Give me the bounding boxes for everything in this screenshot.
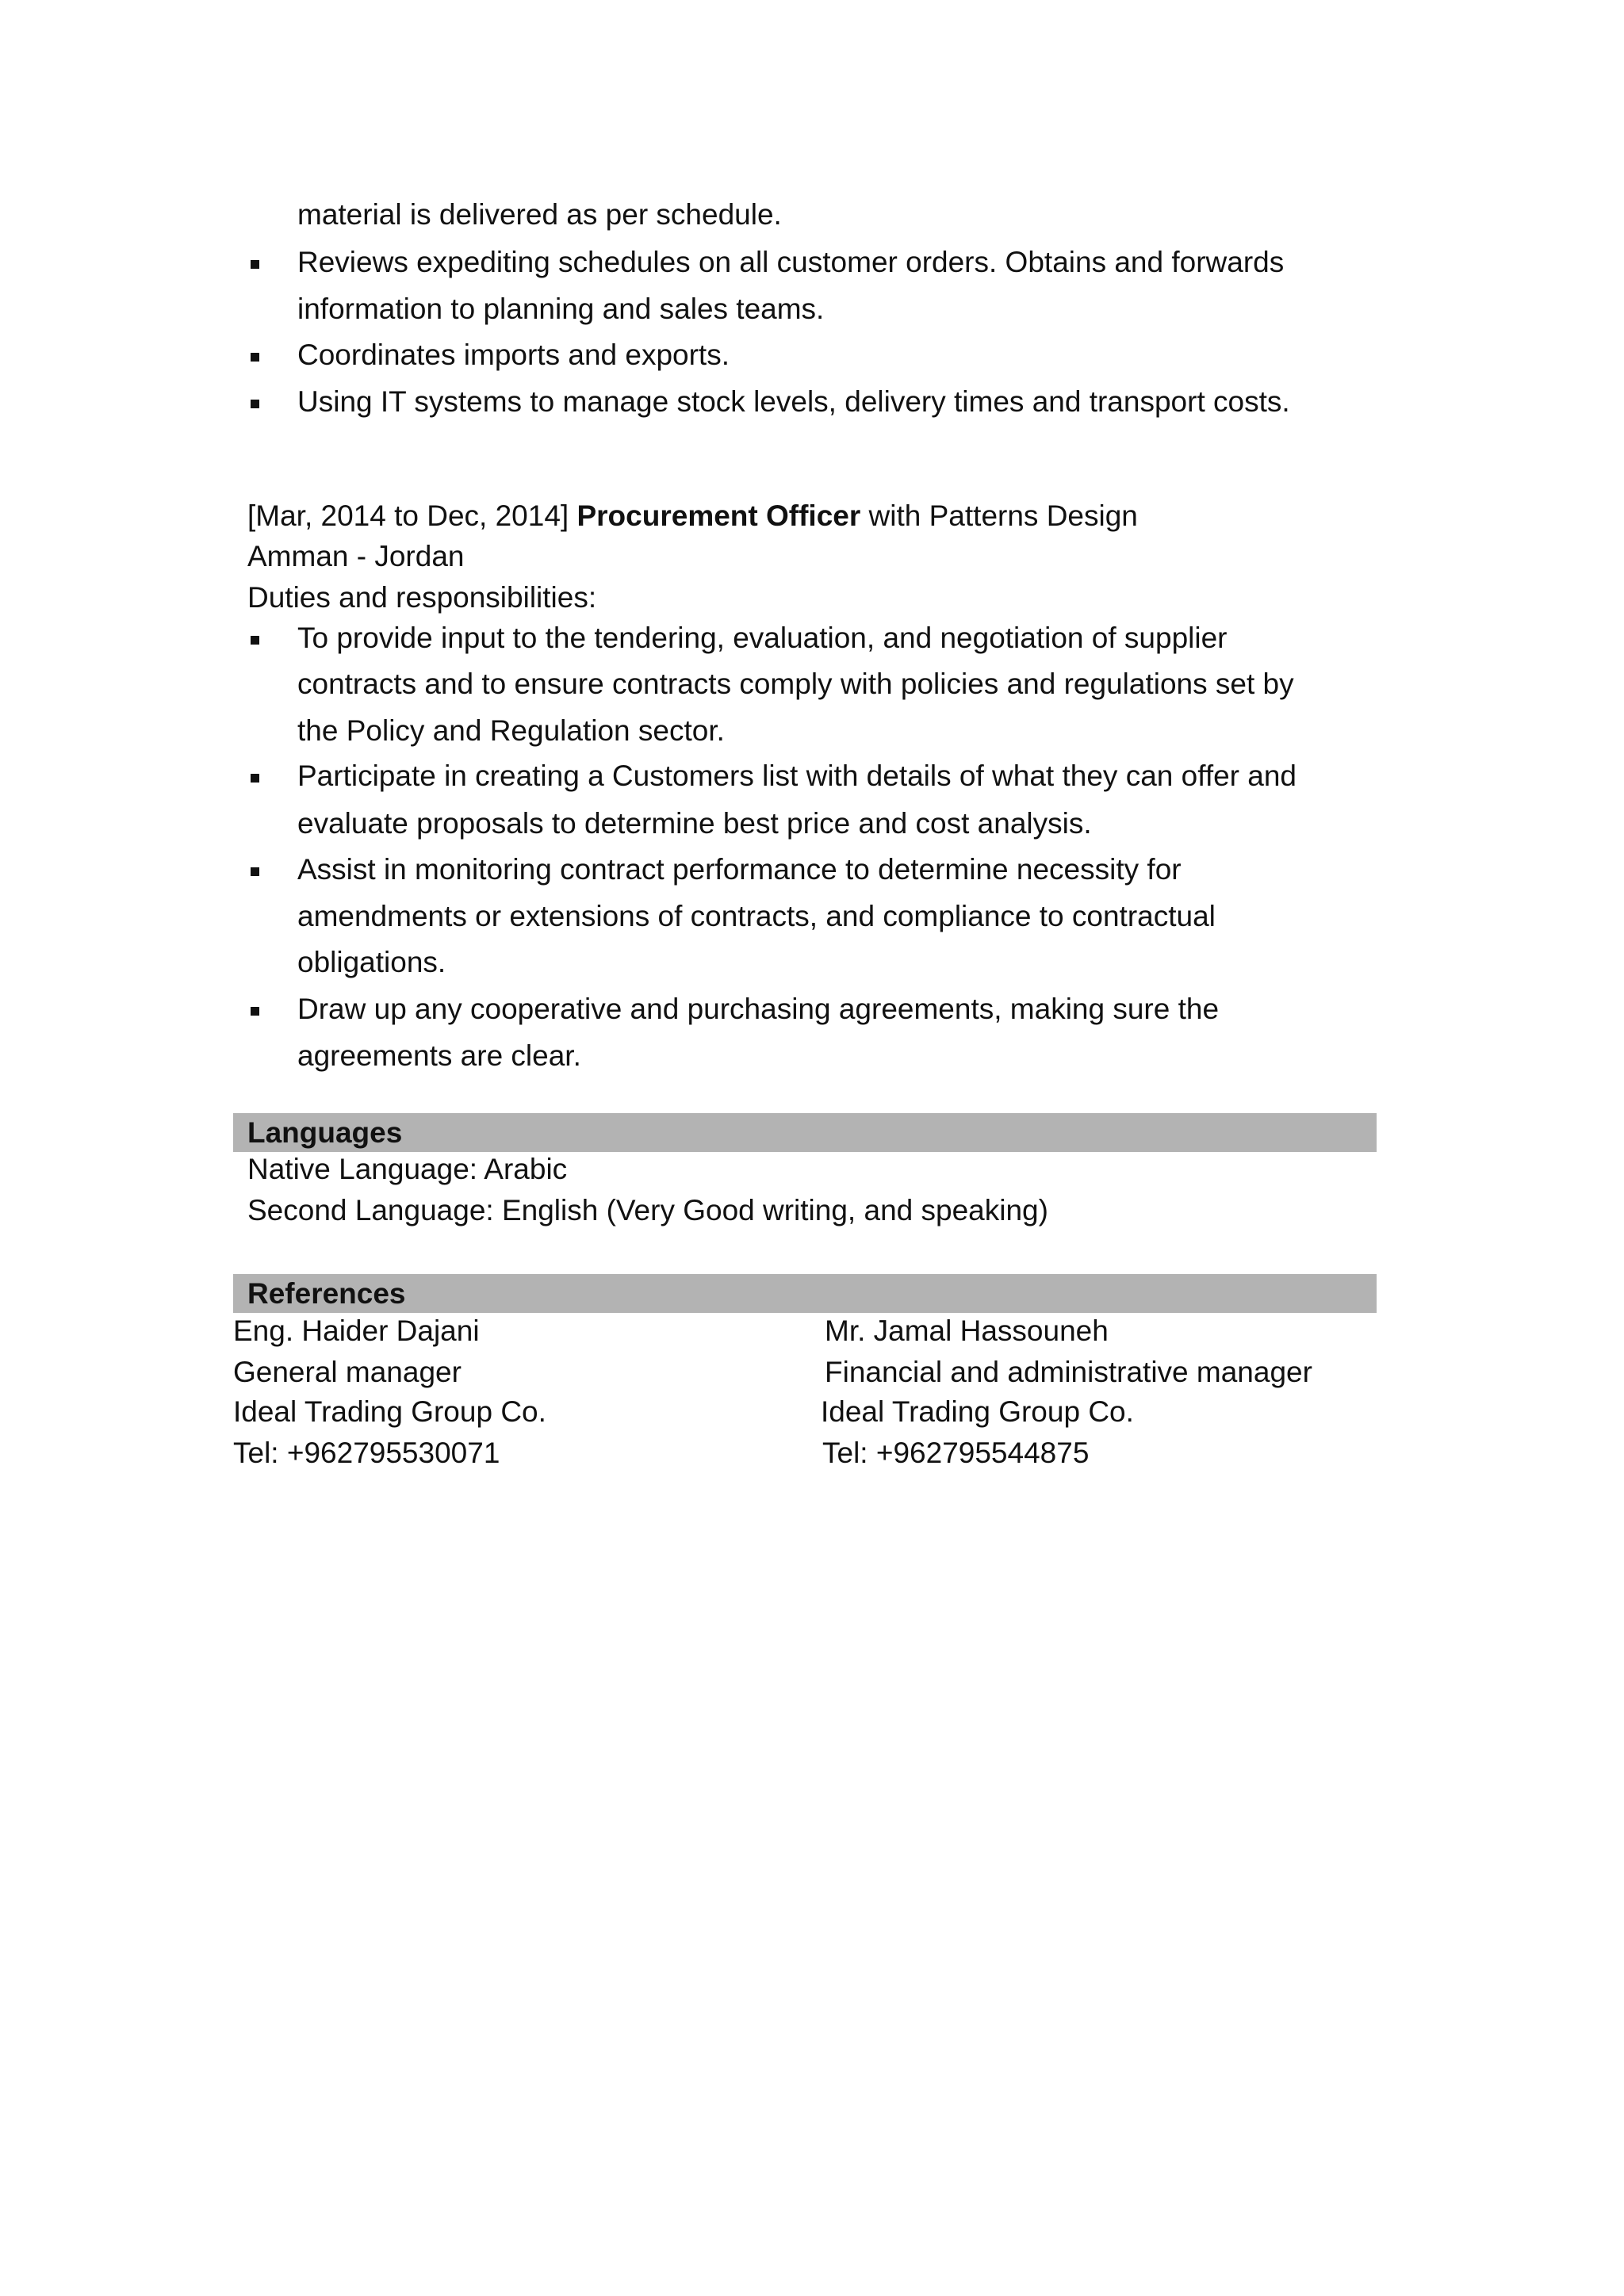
references-heading: References (247, 1277, 406, 1310)
references-section-header (233, 1274, 1377, 1313)
bullet-continuation-line: material is delivered as per schedule. (297, 198, 782, 231)
reference-left-company: Ideal Trading Group Co. (233, 1395, 546, 1428)
job-title: Procurement Officer (576, 499, 861, 532)
bullet-marker (251, 353, 259, 362)
bullet-text-line: Using IT systems to manage stock levels, delivery times and transport costs. (297, 385, 1290, 418)
second-language: Second Language: English (Very Good writing, and speaking) (247, 1194, 1048, 1226)
job-employer: with Patterns Design (868, 499, 1138, 532)
bullet-text-line: Draw up any cooperative and purchasing agreements, making sure the (297, 993, 1220, 1025)
bullet-text-line: To provide input to the tendering, evaluation, and negotiation of supplier (297, 622, 1228, 654)
reference-right-name: Mr. Jamal Hassouneh (825, 1314, 1109, 1347)
languages-heading: Languages (247, 1116, 403, 1149)
bullet-text-line: information to planning and sales teams. (297, 293, 825, 325)
bullet-marker (251, 1007, 259, 1016)
native-language: Native Language: Arabic (247, 1153, 568, 1185)
job-dates: [Mar, 2014 to Dec, 2014] (247, 499, 569, 532)
bullet-marker (251, 260, 259, 269)
bullet-text-line: Participate in creating a Customers list with details of what they can offer and (297, 760, 1297, 792)
reference-right-role: Financial and administrative manager (825, 1356, 1312, 1388)
bullet-text-line: evaluate proposals to determine best price and cost analysis. (297, 807, 1092, 840)
reference-left-name: Eng. Haider Dajani (233, 1314, 480, 1347)
reference-left-role: General manager (233, 1356, 462, 1388)
job-location: Amman - Jordan (247, 540, 465, 572)
bullet-text-line: Assist in monitoring contract performance to determine necessity for (297, 853, 1182, 886)
bullet-text-line: agreements are clear. (297, 1039, 581, 1072)
reference-right-tel: Tel: +962795544875 (822, 1437, 1090, 1469)
reference-left-tel: Tel: +962795530071 (233, 1437, 500, 1469)
reference-right-company: Ideal Trading Group Co. (821, 1395, 1134, 1428)
bullet-text-line: amendments or extensions of contracts, and compliance to contractual (297, 900, 1216, 932)
bullet-marker (251, 774, 259, 783)
duties-heading: Duties and responsibilities: (247, 581, 597, 614)
languages-section-header (233, 1113, 1377, 1152)
bullet-text-line: Coordinates imports and exports. (297, 339, 730, 371)
bullet-text-line: contracts and to ensure contracts comply with policies and regulations set by (297, 668, 1294, 700)
bullet-text-line: obligations. (297, 946, 446, 978)
bullet-marker (251, 636, 259, 645)
bullet-marker (251, 400, 259, 408)
job-header (247, 499, 1138, 533)
bullet-text-line: the Policy and Regulation sector. (297, 714, 725, 747)
bullet-text-line: Reviews expediting schedules on all customer orders. Obtains and forwards (297, 246, 1285, 278)
bullet-marker (251, 867, 259, 876)
